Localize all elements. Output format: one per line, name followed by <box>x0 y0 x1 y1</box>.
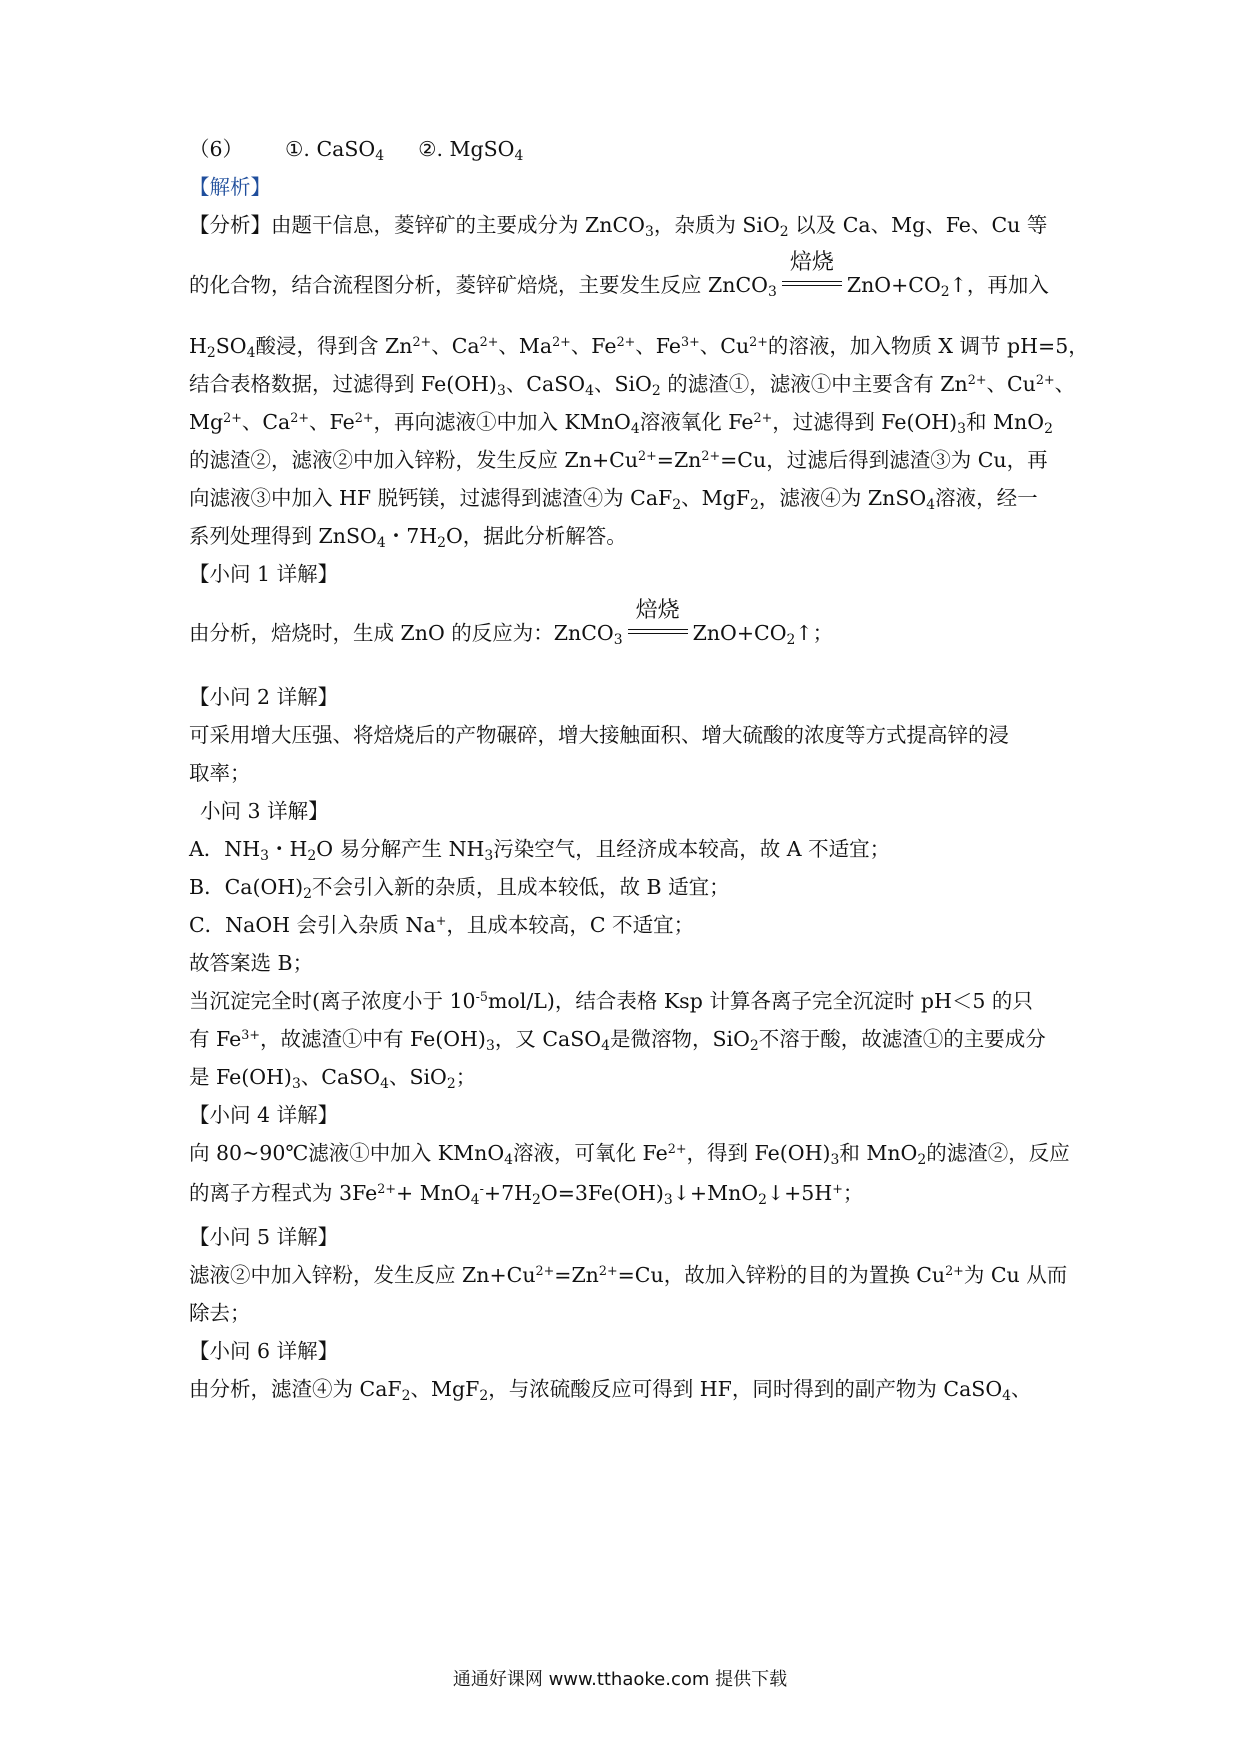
roasting-reaction-arrow <box>780 250 844 290</box>
q6-answer-line-1: 由分析，滤渣④为 CaF$_2$、MgF$_2$，与浓硫酸反应可得到 HF，同时得到的副产物为 CaSO$_4$、 <box>189 1377 1032 1404</box>
analysis-line-1: 【分析】由题干信息，菱锌矿的主要成分为 ZnCO$_3$，杂质为 SiO$_2$ 以及 Ca、Mg、Fe、Cu 等 <box>189 213 1048 240</box>
q5-answer-line-2: 除去； <box>189 1301 251 1325</box>
q1-roasting-condition-label: 焙烧 <box>635 598 680 623</box>
q6-heading: 【小问 6 详解】 <box>189 1339 339 1363</box>
analysis-line-8: 系列处理得到 ZnSO$_4$・$7H_2O$，据此分析解答。 <box>189 524 627 551</box>
q4-ionic-equation: 的离子方程式为 $3Fe^{2+}+$ $MnO_4^-+7H_2O=3Fe(OH)_3↓+MnO_2↓+5H^+$； <box>189 1181 864 1208</box>
q3-option-b: B．$Ca(OH)_2$不会引入新的杂质，且成本较低，故 B 适宜； <box>189 875 730 902</box>
analysis-line-4: 结合表格数据，过滤得到 $Fe(OH)_3$、CaSO$_4$、SiO$_2$ 的滤渣①，滤液①中主要含有 $Zn^{2+}$、$Cu^{2+}$、 <box>189 372 1076 399</box>
answer-6-line: （6） ①. CaSO$_4$ ②. MgSO$_4$ <box>189 137 524 164</box>
roasting-condition-label: 焙烧 <box>789 250 834 275</box>
q5-heading: 【小问 5 详解】 <box>189 1225 339 1249</box>
analysis-line-3: $H_2SO_4$酸浸，得到含 $Zn^{2+}$、$Ca^{2+}$、$Ma^{2+}$、$Fe^{2+}$、$Fe^{3+}$、$Cu^{2+}$的溶液，加入物质 X 调节 pH=5， <box>189 334 1089 361</box>
q3-option-c: C．NaOH 会引入杂质 Na+，且成本较高，C 不适宜； <box>189 913 695 937</box>
analysis-heading: 【解析】 <box>189 175 271 199</box>
analysis-line-2: 的化合物，结合流程图分析，菱锌矿焙烧，主要发生反应 ZnCO$_3$ 焙烧 $ZnO+CO_2↑$，再加入 <box>189 250 1049 300</box>
q3-heading: 小问 3 详解】 <box>200 799 329 823</box>
q3-para-line-1: 当沉淀完全时(离子浓度小于 $10^{-5}mol/L$)，结合表格 Ksp 计算各离子完全沉淀时 pH＜5 的只 <box>189 989 1033 1013</box>
q3-choice: 故答案选 B； <box>189 951 314 975</box>
q1-roasting-reaction-arrow <box>626 598 690 638</box>
page-footer: 通通好课网 www.tthaoke.com 提供下载 <box>452 1669 788 1690</box>
analysis-line-6: 的滤渣②，滤液②中加入锌粉，发生反应 $Zn+Cu^{2+}=Zn^{2+}=Cu$，过滤后得到滤渣③为 Cu，再 <box>189 448 1048 472</box>
q2-answer-line-1: 可采用增大压强、将焙烧后的产物碾碎，增大接触面积、增大硫酸的浓度等方式提高锌的浸 <box>189 723 1009 747</box>
q4-heading: 【小问 4 详解】 <box>189 1103 339 1127</box>
q3-option-a: A．$NH_3$・$H_2O$ 易分解产生 $NH_3$污染空气，且经济成本较高，故 A 不适宜； <box>189 837 891 864</box>
q2-heading: 【小问 2 详解】 <box>189 685 339 709</box>
q5-answer-line-1: 滤液②中加入锌粉，发生反应 $Zn+Cu^{2+}=Zn^{2+}=Cu$，故加入锌粉的目的为置换 $Cu^{2+}$为 Cu 从而 <box>189 1263 1068 1287</box>
q3-para-line-3: 是 $Fe(OH)_3$、CaSO$_4$、SiO$_2$； <box>189 1065 477 1092</box>
q4-answer-line-1: 向 80~90℃滤液①中加入 KMnO$_4$溶液，可氧化 $Fe^{2+}$，得到 $Fe(OH)_3$和 MnO$_2$的滤渣②，反应 <box>189 1141 1070 1168</box>
q3-para-line-2: 有 $Fe^{3+}$，故滤渣①中有 $Fe(OH)_3$，又 CaSO$_4$是微溶物，SiO$_2$不溶于酸，故滤渣①的主要成分 <box>189 1027 1046 1054</box>
analysis-line-5: $Mg^{2+}$、$Ca^{2+}$、$Fe^{2+}$，再向滤液①中加入 KMnO$_4$溶液氧化 $Fe^{2+}$，过滤得到 $Fe(OH)_3$和 MnO$_2$ <box>189 410 1053 437</box>
q1-heading: 【小问 1 详解】 <box>189 562 339 586</box>
q1-answer: 由分析，焙烧时，生成 ZnO 的反应为：ZnCO$_3$ 焙烧 $ZnO+CO_2↑$； <box>189 598 834 648</box>
q2-answer-line-2: 取率； <box>189 761 251 785</box>
analysis-line-7: 向滤液③中加入 HF 脱钙镁，过滤得到滤渣④为 CaF$_2$、MgF$_2$，滤液④为 ZnSO$_4$溶液，经一 <box>189 486 1038 513</box>
